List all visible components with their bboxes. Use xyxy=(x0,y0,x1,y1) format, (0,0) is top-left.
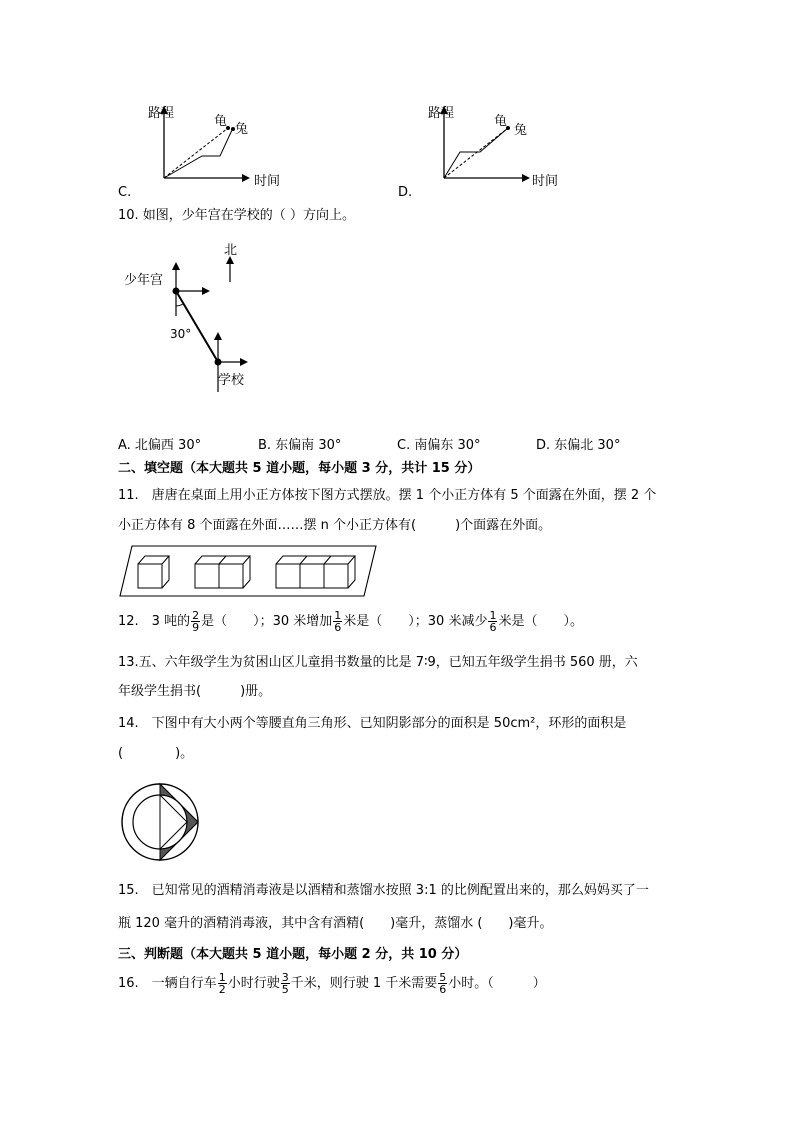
q10-option-d: D. 东偏北 30° xyxy=(536,438,621,453)
section-2-heading: 二、填空题（本大题共 5 道小题，每小题 3 分，共计 15 分） xyxy=(118,461,481,476)
question-10: 10. 如图，少年宫在学校的（ ）方向上。 xyxy=(118,208,355,223)
question-13-line-1: 13.五、六年级学生为贫困山区儿童捐书数量的比是 7∶9，已知五年级学生捐书 560 册，六 xyxy=(118,655,638,670)
question-15-line-2: 瓶 120 毫升的酒精消毒液，其中含有酒精( )毫升，蒸馏水 ( )毫升。 xyxy=(118,916,553,931)
q16-part-2: 小时行驶 xyxy=(227,975,280,991)
q16-fraction-1: $\frac{1}{2}$ xyxy=(218,971,226,996)
direction-diagram xyxy=(120,236,280,396)
cube-arrangement xyxy=(118,542,380,600)
angle-label: 30° xyxy=(170,327,192,341)
q12-fraction-1: $\frac{2}{9}$ xyxy=(192,609,200,634)
q16-part-4: 小时。（ ） xyxy=(448,975,546,991)
q10-option-b: B. 东偏南 30° xyxy=(258,438,342,453)
graph-c-rabbit-label: 兔 xyxy=(235,122,249,137)
q10-option-a: A. 北偏西 30° xyxy=(118,438,202,453)
graph-d-turtle-label: 龟 xyxy=(494,114,508,129)
graph-d-rabbit-label: 兔 xyxy=(514,123,528,138)
question-14-line-1: 14. 下图中有大小两个等腰直角三角形、已知阴影部分的面积是 50cm²，环形的面积是 xyxy=(118,716,627,731)
graph-c-x-label: 时间 xyxy=(254,174,281,189)
q16-part-1: 16. 一辆自行车 xyxy=(118,975,217,991)
youth-palace-label: 少年宫 xyxy=(124,273,164,288)
question-14-line-2: ( )。 xyxy=(118,746,194,761)
question-11-line-1: 11. 唐唐在桌面上用小正方体按下图方式摆放。摆 1 个小正方体有 5 个面露在外面，摆 2 个 xyxy=(118,488,657,503)
option-c-letter: C. xyxy=(118,185,132,200)
graph-c xyxy=(110,100,300,195)
q12-part-2: 是（ ）；30 米增加 xyxy=(201,613,333,629)
question-13-line-2: 年级学生捐书( )册。 xyxy=(118,684,272,699)
question-15-line-1: 15. 已知常见的酒精消毒液是以酒精和蒸馏水按照 3:1 的比例配置出来的，那么妈妈买了一 xyxy=(118,883,649,898)
graph-c-turtle-label: 龟 xyxy=(214,114,228,129)
q12-part-1: 12. 3 吨的 xyxy=(118,613,191,629)
q12-part-4: 米是（ ）。 xyxy=(498,613,583,629)
north-label: 北 xyxy=(224,243,238,258)
option-d-letter: D. xyxy=(398,185,413,200)
q12-fraction-3: $\frac{1}{6}$ xyxy=(489,609,497,634)
q12-fraction-2: $\frac{1}{6}$ xyxy=(334,609,342,634)
q10-option-c: C. 南偏东 30° xyxy=(397,438,481,453)
graph-c-y-label: 路程 xyxy=(148,106,175,121)
q16-fraction-3: $\frac{5}{6}$ xyxy=(439,971,447,996)
graph-d-x-label: 时间 xyxy=(532,174,559,189)
question-12 xyxy=(118,610,583,633)
section-3-heading: 三、判断题（本大题共 5 道小题，每小题 2 分，共 10 分） xyxy=(118,947,468,962)
graph-d-y-label: 路程 xyxy=(428,106,455,121)
ring-triangle-figure xyxy=(118,780,202,864)
question-16 xyxy=(118,972,546,995)
school-label: 学校 xyxy=(218,373,245,388)
graph-d xyxy=(390,100,580,195)
q16-part-3: 千米，则行驶 1 千米需要 xyxy=(290,975,438,991)
q12-part-3: 米是（ ）；30 米减少 xyxy=(343,613,488,629)
question-11-line-2: 小正方体有 8 个面露在外面……摆 n 个小正方体有( )个面露在外面。 xyxy=(118,518,552,533)
q16-fraction-2: $\frac{3}{5}$ xyxy=(281,971,289,996)
